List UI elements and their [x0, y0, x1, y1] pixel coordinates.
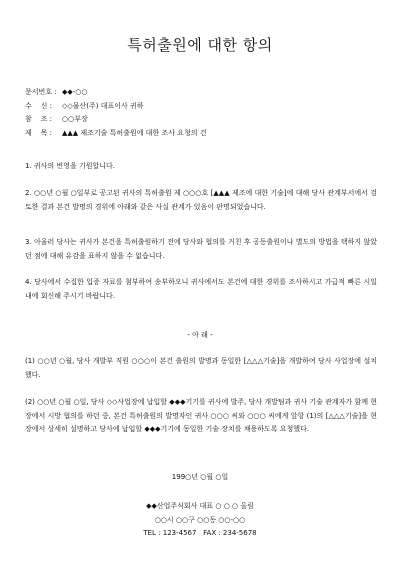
document-date: 199○년 ○월 ○일 — [171, 473, 229, 481]
recipient-row — [25, 100, 206, 114]
reference-row — [25, 113, 206, 127]
recipient-value: ◇◇물산(주) 대표이사 귀하 — [62, 101, 144, 110]
item-2: (2) ○○년 ○월 ○일, 당사 ◇◇사업장에 납입할 ◆◆◆기기를 귀사에 발주, 당사 개발팀과 귀사 기술 관계자가 함께 현장에서 시방 협의를 하던 중, 본건 특허출원의 발명자인 귀사 ○○○ 씨와 ○○○ 씨에게 앞항 (1)의 [△△△기술]을 현장에서 상세히 설명하고 당사에 납입할 ◆◆◆기기에 동일한 기술 장치를 채용하도록 요청했다. — [25, 398, 377, 433]
subject-value: ▲▲▲ 제조기술 특허출원에 대한 조사 요청의 건 — [62, 128, 207, 137]
paragraph-1: 1. 귀사의 번영을 기원합니다. — [25, 162, 115, 170]
doc-number-value: ◆◆-○○ — [62, 88, 88, 96]
subject-label: 제 목 : — [25, 128, 53, 137]
doc-number-row — [25, 86, 206, 100]
item-1: (1) ○○년 ○월, 당사 개발부 직원 ○○○이 본건 출원의 발명과 동일한 [△△△기술]을 개발하여 당사 사업장에 설치했다. — [25, 357, 377, 379]
paragraph-4: 4. 당사에서 수집한 입증 자료를 첨부하여 송부하오니 귀사에서도 본건에 대한 경위를 조사하시고 가급적 빠른 시일 내에 회신해 주시기 바랍니다. — [25, 278, 377, 300]
subject-row — [25, 127, 206, 141]
paragraph-2: 2. ○○년 ○월 ○일부로 공고된 귀사의 특허출원 제 ○○○호 [▲▲▲ 제조에 대한 기술]에 대해 당사 관계부서에서 검토한 결과 본건 발명의 경위에 아래와 같은 사실 관계가 있음이 판명되었습니다. — [25, 189, 377, 211]
sender-address: ○○시 ○○구 ○○동 ○○-○○ — [154, 515, 246, 524]
sender-block — [0, 500, 400, 541]
reference-label: 참 조 : — [25, 115, 53, 123]
doc-number-label: 문서번호 : — [25, 88, 57, 96]
sender-contact: TEL : 123-4567 FAX : 234-5678 — [143, 529, 257, 537]
below-heading: - 아 래 - — [187, 331, 213, 339]
reference-value: ○○부장 — [62, 115, 88, 123]
document-title: 특허출원에 대한 항의 — [127, 36, 273, 54]
recipient-label: 수 신 : — [25, 101, 53, 110]
paragraph-3: 3. 아울러 당사는 귀사가 본건을 특허출원하기 전에 당사와 협의를 거친 후 공동출원이나 별도의 방법을 택하지 않았던 점에 대해 유감을 표하지 않을 수 없습니다. — [25, 238, 377, 260]
sender-company: ◆◆산업주식회사 대표 ○ ○ ○ 올림 — [146, 502, 254, 510]
document-header-info — [25, 86, 206, 140]
